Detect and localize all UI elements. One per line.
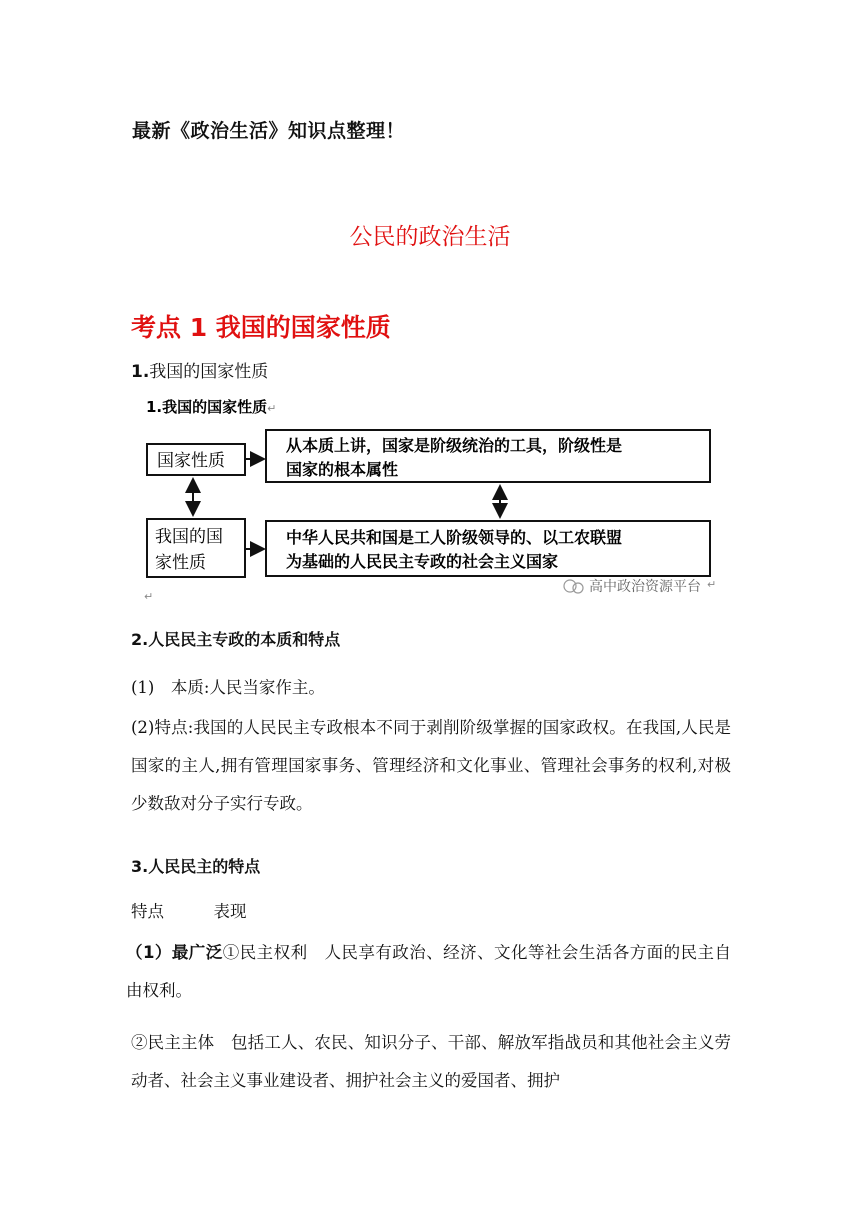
- box-state-essence-line2: 国家的根本属性: [286, 460, 399, 479]
- watermark-logo-icon: [564, 580, 583, 593]
- topic-heading: 考点 1 我国的国家性质: [131, 313, 391, 342]
- subheading-1-text: 我国的国家性质: [149, 362, 269, 382]
- section-title: 公民的政治生活: [349, 224, 511, 250]
- return-mark-icon: ↵: [144, 590, 154, 603]
- broadest-text: ①民主权利 人民享有政治、经济、文化等社会生活各方面的民主自由权利。: [126, 943, 732, 1000]
- paragraph-broadest: [126, 934, 731, 1010]
- box-our-state-nature-line1: 我国的国: [155, 527, 223, 547]
- subheading-1: [131, 357, 268, 382]
- return-mark-icon: ↵: [707, 578, 717, 591]
- box-our-state-nature-line2: 家性质: [155, 553, 206, 573]
- diagram-heading: 1.我国的国家性质↵: [146, 398, 277, 416]
- box-state-nature-label: 国家性质: [157, 451, 225, 471]
- state-nature-diagram: [140, 392, 720, 604]
- watermark-text: 高中政治资源平台: [589, 579, 701, 595]
- broadest-label: （1）最广泛: [126, 943, 223, 962]
- paragraph-essence: (1) 本质:人民当家作主。: [131, 678, 325, 697]
- box-state-essence-line1: 从本质上讲，国家是阶级统治的工具，阶级性是: [286, 436, 623, 455]
- box-prc-definition-line2: 为基础的人民民主专政的社会主义国家: [286, 552, 559, 571]
- paragraph-subject: ②民主主体 包括工人、农民、知识分子、干部、解放军指战员和其他社会主义劳动者、社会主义事业建设者、拥护社会主义的爱国者、拥护: [131, 1033, 731, 1090]
- box-prc-definition-line1: 中华人民共和国是工人阶级领导的、以工农联盟: [286, 528, 623, 547]
- heading-3: 3.人民民主的特点: [131, 857, 261, 876]
- paragraph-feature: (2)特点:我国的人民民主专政根本不同于剥削阶级掌握的国家政权。在我国,人民是国家的主人,拥有管理国家事务、管理经济和文化事业、管理社会事务的权利,对极少数敌对分子实行专政。: [131, 718, 731, 813]
- table-header: 特点 表现: [131, 902, 247, 921]
- subheading-1-number: 1.: [131, 362, 150, 382]
- heading-2: 2.人民民主专政的本质和特点: [131, 630, 341, 649]
- document-title: 最新《政治生活》知识点整理！: [132, 120, 406, 142]
